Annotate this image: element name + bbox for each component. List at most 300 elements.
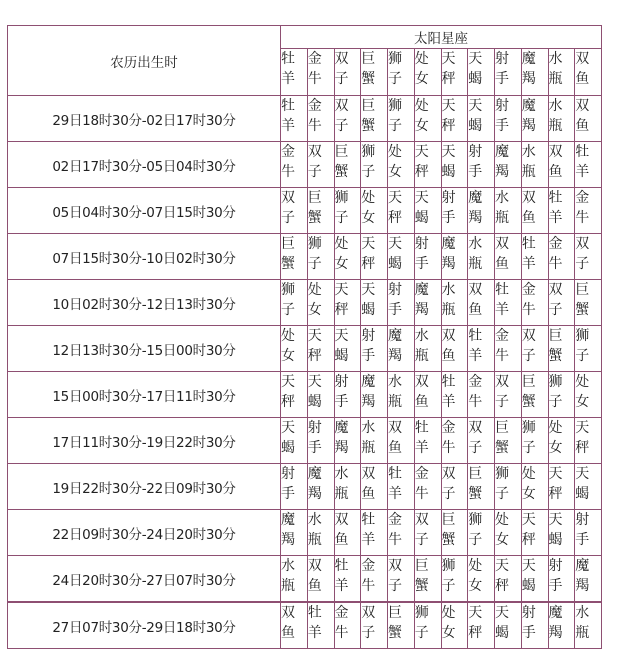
sign-header-cell <box>575 49 602 96</box>
sign-char: 鱼 <box>307 578 322 594</box>
sign-char: 羯 <box>414 302 429 318</box>
sign-header-cell <box>495 49 522 96</box>
sign-char: 羯 <box>521 71 536 87</box>
sign-char: 瓶 <box>307 532 322 548</box>
sign-char: 秤 <box>361 256 376 272</box>
sign-char: 女 <box>281 348 295 364</box>
sign-char: 手 <box>575 532 590 548</box>
sign-char: 巨 <box>307 190 322 206</box>
sign-char: 水 <box>548 98 563 114</box>
sign-char: 魔 <box>495 144 509 160</box>
sign-char: 双 <box>495 236 509 252</box>
sign-char: 蝎 <box>548 532 563 548</box>
sign-char: 牛 <box>575 210 590 226</box>
sign-cell <box>548 280 575 326</box>
sign-cell <box>468 418 495 464</box>
sign-cell <box>414 326 441 372</box>
sign-char: 羊 <box>307 625 322 641</box>
sign-char: 水 <box>307 512 322 528</box>
sign-char: 瓶 <box>495 210 509 226</box>
sign-char: 水 <box>521 144 536 160</box>
sign-char: 羊 <box>361 532 376 548</box>
sign-cell <box>548 372 575 418</box>
sign-char: 牛 <box>361 578 376 594</box>
sign-cell <box>521 372 548 418</box>
sign-char: 羊 <box>281 118 295 134</box>
sign-char: 蝎 <box>575 486 590 502</box>
sign-char: 巨 <box>495 420 509 436</box>
sign-char: 双 <box>414 512 429 528</box>
sign-cell <box>521 188 548 234</box>
sign-cell <box>441 188 468 234</box>
sign-cell <box>334 510 361 556</box>
sign-char: 瓶 <box>388 394 402 410</box>
sign-char: 子 <box>548 302 563 318</box>
sign-cell <box>495 510 522 556</box>
sign-char: 手 <box>441 210 456 226</box>
sign-char: 天 <box>468 51 483 67</box>
sign-char: 狮 <box>334 190 349 206</box>
sign-cell <box>414 96 441 142</box>
sign-char: 蟹 <box>361 71 376 87</box>
sign-cell <box>307 372 334 418</box>
sign-char: 巨 <box>521 374 536 390</box>
sign-cell <box>414 464 441 510</box>
sign-char: 牡 <box>281 51 295 67</box>
sun-sign-header: 太阳星座 <box>281 26 602 49</box>
sign-char: 鱼 <box>521 210 536 226</box>
sign-char: 手 <box>495 71 509 87</box>
sign-cell <box>575 326 602 372</box>
sign-cell <box>334 418 361 464</box>
sign-cell <box>575 280 602 326</box>
sign-char: 金 <box>468 374 483 390</box>
lunar-date-range: 29日18时30分-02日17时30分 <box>8 96 281 142</box>
sign-char: 女 <box>414 71 429 87</box>
sign-char: 瓶 <box>468 256 483 272</box>
sign-cell <box>495 372 522 418</box>
sign-char: 子 <box>468 532 483 548</box>
sign-cell <box>575 96 602 142</box>
sign-char: 手 <box>468 164 483 180</box>
sign-char: 蟹 <box>361 118 376 134</box>
sign-char: 鱼 <box>281 625 295 641</box>
sign-char: 蟹 <box>307 210 322 226</box>
sign-char: 金 <box>575 190 590 206</box>
sign-char: 双 <box>334 98 349 114</box>
sign-char: 秤 <box>414 164 429 180</box>
sign-char: 射 <box>441 190 456 206</box>
lunar-date-range: 24日20时30分-27日07时30分 <box>8 556 281 603</box>
sign-char: 蝎 <box>468 71 483 87</box>
sign-char: 天 <box>388 190 402 206</box>
sign-cell <box>468 234 495 280</box>
sign-char: 天 <box>334 328 349 344</box>
sign-char: 牛 <box>414 486 429 502</box>
sign-char: 牛 <box>307 118 322 134</box>
sign-char: 手 <box>414 256 429 272</box>
sign-cell <box>468 142 495 188</box>
lunar-date-range: 15日00时30分-17日11时30分 <box>8 372 281 418</box>
sign-cell <box>548 510 575 556</box>
sign-cell <box>361 464 388 510</box>
sign-char: 水 <box>388 374 402 390</box>
sign-char: 子 <box>575 348 590 364</box>
sign-cell <box>334 464 361 510</box>
sign-char: 女 <box>521 486 536 502</box>
sign-cell <box>575 234 602 280</box>
sign-cell <box>575 602 602 649</box>
sign-cell <box>307 556 334 603</box>
sign-cell <box>281 188 308 234</box>
sign-char: 羊 <box>414 440 429 456</box>
sign-char: 双 <box>388 558 402 574</box>
sign-char: 金 <box>441 420 456 436</box>
sign-char: 双 <box>334 512 349 528</box>
sign-cell <box>361 142 388 188</box>
sign-char: 天 <box>414 190 429 206</box>
sign-cell <box>548 418 575 464</box>
sign-char: 魔 <box>281 512 295 528</box>
sign-cell <box>575 464 602 510</box>
sign-cell <box>495 142 522 188</box>
sign-char: 天 <box>575 420 590 436</box>
sign-cell <box>307 326 334 372</box>
sign-char: 处 <box>521 466 536 482</box>
table-row <box>8 234 602 280</box>
sign-char: 子 <box>495 486 509 502</box>
sign-char: 处 <box>334 236 349 252</box>
sign-char: 手 <box>334 394 349 410</box>
sign-char: 秤 <box>307 348 322 364</box>
sign-char: 魔 <box>521 98 536 114</box>
sign-char: 鱼 <box>414 394 429 410</box>
sign-char: 天 <box>414 144 429 160</box>
lunar-date-range: 02日17时30分-05日04时30分 <box>8 142 281 188</box>
sign-char: 蝎 <box>441 164 456 180</box>
sign-cell <box>441 372 468 418</box>
sign-char: 魔 <box>575 558 590 574</box>
sign-char: 天 <box>495 605 509 621</box>
sign-char: 牡 <box>441 374 456 390</box>
sign-char: 手 <box>307 440 322 456</box>
sign-cell <box>468 556 495 603</box>
sign-char: 处 <box>281 328 295 344</box>
sign-char: 瓶 <box>281 578 295 594</box>
sign-char: 牛 <box>468 394 483 410</box>
sign-char: 女 <box>495 532 509 548</box>
sign-char: 牡 <box>414 420 429 436</box>
sign-cell <box>281 280 308 326</box>
sign-cell <box>495 556 522 603</box>
sign-cell <box>281 326 308 372</box>
sign-char: 瓶 <box>575 625 590 641</box>
sign-char: 双 <box>575 236 590 252</box>
sign-char: 子 <box>441 486 456 502</box>
sign-char: 巨 <box>388 605 402 621</box>
sign-char: 蟹 <box>521 394 536 410</box>
sign-cell <box>388 510 415 556</box>
sign-char: 秤 <box>468 625 483 641</box>
lunar-date-range: 07日15时30分-10日02时30分 <box>8 234 281 280</box>
sign-char: 射 <box>495 98 509 114</box>
sign-cell <box>388 372 415 418</box>
sign-char: 金 <box>495 328 509 344</box>
sign-cell <box>548 142 575 188</box>
sign-char: 牛 <box>548 256 563 272</box>
sign-cell <box>521 510 548 556</box>
sign-cell <box>441 510 468 556</box>
sign-cell <box>414 280 441 326</box>
sign-char: 魔 <box>307 466 322 482</box>
sign-char: 羯 <box>495 164 509 180</box>
sign-char: 子 <box>281 302 295 318</box>
sign-cell <box>548 556 575 603</box>
sign-cell <box>281 418 308 464</box>
sign-char: 鱼 <box>388 440 402 456</box>
sign-char: 处 <box>575 374 590 390</box>
sign-char: 子 <box>414 532 429 548</box>
sign-char: 牡 <box>307 605 322 621</box>
sign-cell <box>521 556 548 603</box>
sign-cell <box>521 602 548 649</box>
table-row <box>8 142 602 188</box>
sign-char: 双 <box>414 374 429 390</box>
sign-char: 狮 <box>414 605 429 621</box>
sign-char: 金 <box>414 466 429 482</box>
sign-cell <box>548 602 575 649</box>
sign-cell <box>468 326 495 372</box>
sign-char: 射 <box>281 466 295 482</box>
sign-char: 秤 <box>495 578 509 594</box>
sign-char: 蝎 <box>388 256 402 272</box>
sign-char: 秤 <box>575 440 590 456</box>
sign-char: 魔 <box>414 282 429 298</box>
lunar-date-range: 05日04时30分-07日15时30分 <box>8 188 281 234</box>
sign-char: 鱼 <box>548 164 563 180</box>
sign-char: 双 <box>548 144 563 160</box>
sign-char: 牡 <box>388 466 402 482</box>
sign-cell <box>468 280 495 326</box>
sign-cell <box>468 372 495 418</box>
sign-char: 鱼 <box>441 348 456 364</box>
sign-char: 牡 <box>468 328 483 344</box>
sign-char: 魔 <box>548 605 563 621</box>
sign-cell <box>521 418 548 464</box>
sign-cell <box>441 234 468 280</box>
sign-cell <box>575 418 602 464</box>
table-row <box>8 464 602 510</box>
sign-cell <box>334 234 361 280</box>
sign-char: 狮 <box>575 328 590 344</box>
sign-char: 羊 <box>441 394 456 410</box>
lunar-date-range: 12日13时30分-15日00时30分 <box>8 326 281 372</box>
sign-char: 子 <box>334 118 349 134</box>
sign-header-cell <box>521 49 548 96</box>
sign-char: 魔 <box>334 420 349 436</box>
sign-cell <box>441 418 468 464</box>
sign-char: 羊 <box>281 71 295 87</box>
table-row <box>8 602 602 649</box>
sign-char: 狮 <box>548 374 563 390</box>
sign-char: 鱼 <box>468 302 483 318</box>
sign-char: 子 <box>468 440 483 456</box>
sign-char: 射 <box>334 374 349 390</box>
sign-cell <box>414 372 441 418</box>
sign-char: 鱼 <box>334 532 349 548</box>
sign-cell <box>521 464 548 510</box>
sign-char: 巨 <box>281 236 295 252</box>
sign-char: 女 <box>361 210 376 226</box>
sign-header-cell <box>307 49 334 96</box>
sign-char: 牛 <box>307 71 322 87</box>
sign-char: 天 <box>334 282 349 298</box>
sign-char: 水 <box>334 466 349 482</box>
table-row <box>8 280 602 326</box>
sign-char: 天 <box>575 466 590 482</box>
sign-char: 子 <box>414 625 429 641</box>
sign-cell <box>414 510 441 556</box>
sign-char: 天 <box>307 374 322 390</box>
sign-char: 双 <box>521 190 536 206</box>
sign-char: 子 <box>388 118 402 134</box>
sign-cell <box>441 96 468 142</box>
table-header <box>8 26 602 96</box>
sign-cell <box>495 418 522 464</box>
sign-char: 天 <box>521 512 536 528</box>
sign-char: 羯 <box>575 578 590 594</box>
sign-cell <box>548 96 575 142</box>
sign-cell <box>495 280 522 326</box>
sign-char: 羯 <box>388 348 402 364</box>
sign-cell <box>388 188 415 234</box>
sign-char: 蟹 <box>495 440 509 456</box>
sign-cell <box>548 234 575 280</box>
sign-char: 处 <box>307 282 322 298</box>
sign-char: 双 <box>361 466 376 482</box>
sign-cell <box>307 602 334 649</box>
sign-char: 射 <box>575 512 590 528</box>
sign-cell <box>334 142 361 188</box>
sign-char: 牛 <box>495 348 509 364</box>
sign-cell <box>388 602 415 649</box>
sign-cell <box>414 556 441 603</box>
lunar-date-range: 22日09时30分-24日20时30分 <box>8 510 281 556</box>
sign-char: 女 <box>307 302 322 318</box>
sign-char: 女 <box>548 440 563 456</box>
sign-char: 手 <box>495 118 509 134</box>
sign-char: 双 <box>548 282 563 298</box>
sign-cell <box>388 556 415 603</box>
lunar-date-range: 19日22时30分-22日09时30分 <box>8 464 281 510</box>
sign-cell <box>521 326 548 372</box>
sign-cell <box>388 418 415 464</box>
sign-cell <box>281 372 308 418</box>
sign-char: 水 <box>495 190 509 206</box>
sign-char: 处 <box>414 51 429 67</box>
sign-char: 巨 <box>361 51 376 67</box>
sign-char: 金 <box>281 144 295 160</box>
sign-cell <box>334 556 361 603</box>
sign-cell <box>307 142 334 188</box>
sign-char: 子 <box>495 394 509 410</box>
sign-cell <box>361 234 388 280</box>
sign-cell <box>521 234 548 280</box>
sign-cell <box>441 556 468 603</box>
sign-char: 水 <box>361 420 376 436</box>
sign-char: 蟹 <box>281 256 295 272</box>
sign-cell <box>388 142 415 188</box>
sign-char: 魔 <box>388 328 402 344</box>
sign-char: 蟹 <box>334 164 349 180</box>
sign-char: 双 <box>388 420 402 436</box>
sign-char: 射 <box>548 558 563 574</box>
sign-char: 射 <box>361 328 376 344</box>
sign-char: 牛 <box>521 302 536 318</box>
sign-char: 羯 <box>441 256 456 272</box>
sign-char: 金 <box>334 605 349 621</box>
sign-char: 羯 <box>334 440 349 456</box>
table-row <box>8 188 602 234</box>
sign-cell <box>521 142 548 188</box>
sign-char: 蝎 <box>281 440 295 456</box>
sign-char: 牡 <box>361 512 376 528</box>
sign-char: 狮 <box>495 466 509 482</box>
sign-char: 女 <box>334 256 349 272</box>
sign-char: 双 <box>441 466 456 482</box>
sign-cell <box>281 602 308 649</box>
sign-char: 牛 <box>281 164 295 180</box>
lunar-birth-time-header: 农历出生时 <box>8 26 281 96</box>
sign-char: 羯 <box>521 118 536 134</box>
sign-char: 狮 <box>441 558 456 574</box>
sign-cell <box>334 372 361 418</box>
sign-char: 瓶 <box>548 118 563 134</box>
sign-char: 女 <box>388 164 402 180</box>
sign-char: 子 <box>361 164 376 180</box>
sign-char: 天 <box>521 558 536 574</box>
sign-cell <box>281 510 308 556</box>
sign-char: 蝎 <box>414 210 429 226</box>
sign-char: 天 <box>361 282 376 298</box>
sign-char: 射 <box>495 51 509 67</box>
sign-cell <box>441 142 468 188</box>
sign-char: 秤 <box>388 210 402 226</box>
sign-char: 子 <box>281 210 295 226</box>
sign-char: 羯 <box>361 394 376 410</box>
sign-char: 鱼 <box>575 118 590 134</box>
sign-cell <box>361 510 388 556</box>
sign-cell <box>388 96 415 142</box>
sign-char: 巨 <box>575 282 590 298</box>
sign-char: 子 <box>521 348 536 364</box>
sign-char: 蟹 <box>575 302 590 318</box>
sign-cell <box>307 96 334 142</box>
sign-cell <box>575 188 602 234</box>
sign-char: 牛 <box>388 532 402 548</box>
lunar-date-range: 10日02时30分-12日13时30分 <box>8 280 281 326</box>
sign-char: 子 <box>388 71 402 87</box>
sign-char: 瓶 <box>361 440 376 456</box>
sign-cell <box>361 602 388 649</box>
sign-char: 子 <box>521 440 536 456</box>
sign-cell <box>575 556 602 603</box>
sign-char: 巨 <box>414 558 429 574</box>
sign-char: 秤 <box>334 302 349 318</box>
sign-char: 巨 <box>361 98 376 114</box>
sign-char: 牡 <box>521 236 536 252</box>
lunar-date-range: 27日07时30分-29日18时30分 <box>8 602 281 649</box>
